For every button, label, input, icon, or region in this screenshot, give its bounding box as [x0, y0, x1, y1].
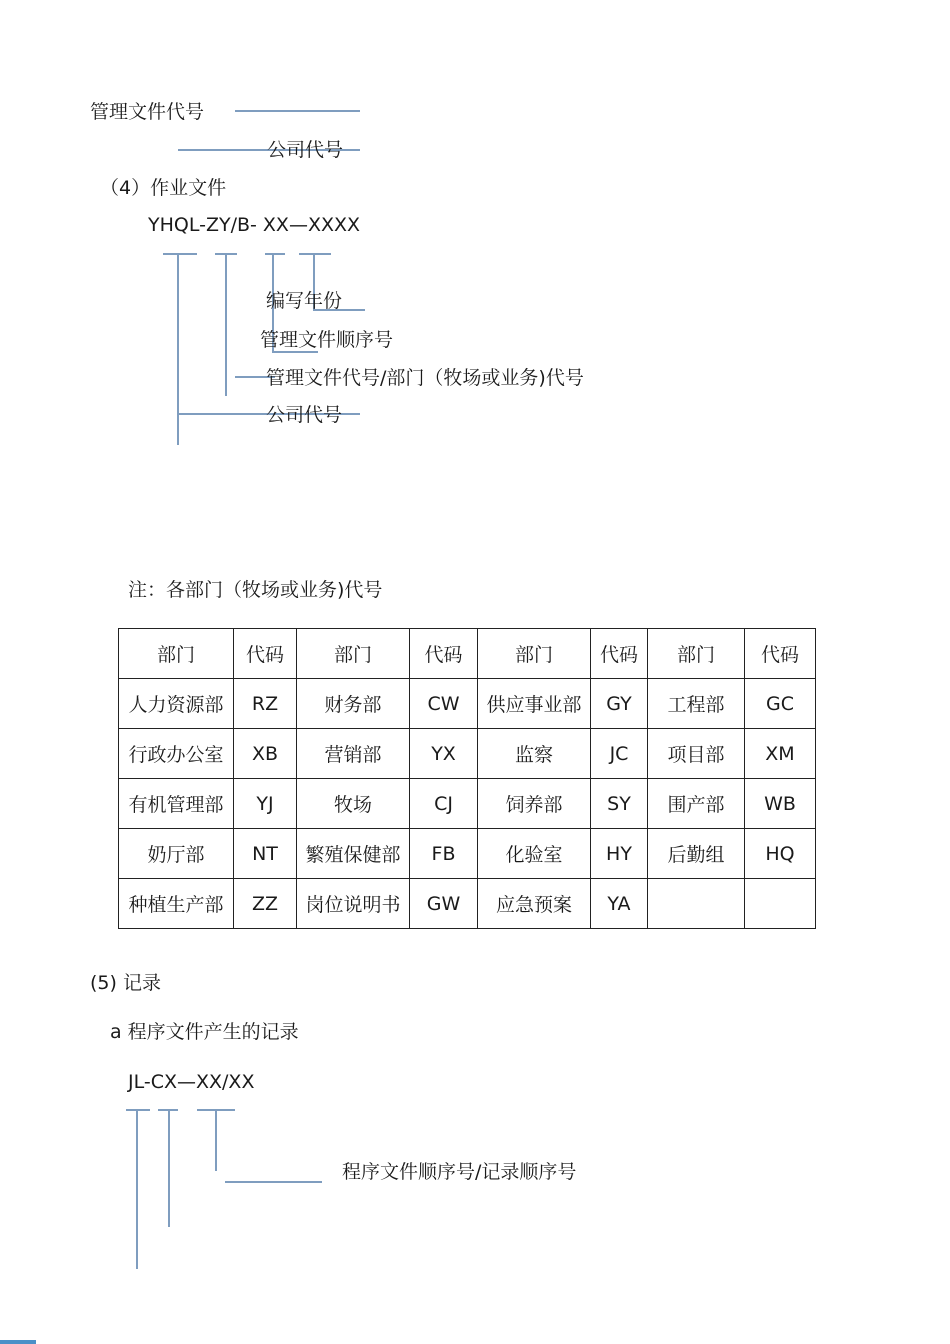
table-cell: YJ	[234, 779, 297, 829]
connector-line	[225, 253, 227, 396]
table-cell: 有机管理部	[119, 779, 234, 829]
label-sequence: 管理文件顺序号	[260, 329, 394, 351]
table-cell: ZZ	[234, 879, 297, 929]
table-cell: YA	[591, 879, 648, 929]
table-row	[119, 779, 816, 829]
table-cell	[745, 879, 816, 929]
table-cell: XM	[745, 729, 816, 779]
table-row	[119, 679, 816, 729]
header-cell: 代码	[410, 629, 478, 679]
header-cell: 代码	[234, 629, 297, 679]
table-cell: 化验室	[478, 829, 591, 879]
table-cell: 监察	[478, 729, 591, 779]
header-cell: 代码	[591, 629, 648, 679]
table-cell: 围产部	[648, 779, 745, 829]
table-cell: HY	[591, 829, 648, 879]
table-cell: 营销部	[297, 729, 410, 779]
connector-line	[225, 1181, 322, 1183]
table-row	[119, 879, 816, 929]
table-cell: CJ	[410, 779, 478, 829]
table-cell: 应急预案	[478, 879, 591, 929]
table-row	[119, 829, 816, 879]
section-5-heading: (5) 记录	[90, 972, 161, 994]
connector-line	[163, 253, 197, 255]
connector-line	[136, 1109, 138, 1269]
connector-line	[272, 351, 318, 353]
table-cell: 项目部	[648, 729, 745, 779]
table-cell: SY	[591, 779, 648, 829]
header-cell: 部门	[119, 629, 234, 679]
table-cell	[648, 879, 745, 929]
connector-line	[177, 253, 179, 445]
connector-line	[215, 1109, 217, 1171]
record-code: JL-CX—XX/XX	[128, 1071, 255, 1093]
mgmt-file-code-label: 管理文件代号	[90, 101, 205, 123]
table-cell: 繁殖保健部	[297, 829, 410, 879]
table-cell: 财务部	[297, 679, 410, 729]
table-cell: GW	[410, 879, 478, 929]
table-cell: 行政办公室	[119, 729, 234, 779]
label-company: 公司代号	[266, 404, 343, 426]
table-cell: RZ	[234, 679, 297, 729]
label-mgmt-dept: 管理文件代号/部门（牧场或业务)代号	[266, 367, 584, 389]
table-cell: 工程部	[648, 679, 745, 729]
table-cell: XB	[234, 729, 297, 779]
header-cell: 部门	[478, 629, 591, 679]
table-cell: 种植生产部	[119, 879, 234, 929]
dept-code-table	[118, 628, 816, 929]
header-cell: 部门	[648, 629, 745, 679]
table-cell: 后勤组	[648, 829, 745, 879]
table-cell: CW	[410, 679, 478, 729]
table-cell: GC	[745, 679, 816, 729]
table-cell: 岗位说明书	[297, 879, 410, 929]
company-code-label: 公司代号	[267, 139, 344, 161]
dept-code-note: 注：各部门（牧场或业务)代号	[128, 579, 383, 601]
page-corner-mark	[0, 1340, 36, 1344]
table-header-row	[119, 629, 816, 679]
work-file-code: YHQL-ZY/B- XX—XXXX	[148, 214, 361, 236]
table-cell: 供应事业部	[478, 679, 591, 729]
record-subheading-a: a 程序文件产生的记录	[110, 1021, 299, 1043]
table-cell: YX	[410, 729, 478, 779]
table-cell: 人力资源部	[119, 679, 234, 729]
table-row	[119, 729, 816, 779]
table-cell: 饲养部	[478, 779, 591, 829]
connector-line	[168, 1109, 170, 1227]
connector-line	[299, 253, 331, 255]
label-year: 编写年份	[266, 290, 343, 312]
section-4-heading: （4）作业文件	[100, 177, 227, 199]
connector-line	[126, 1109, 150, 1111]
table-cell: GY	[591, 679, 648, 729]
label-record-sequence: 程序文件顺序号/记录顺序号	[342, 1161, 577, 1183]
header-cell: 代码	[745, 629, 816, 679]
table-cell: FB	[410, 829, 478, 879]
header-cell: 部门	[297, 629, 410, 679]
connector-line	[265, 253, 285, 255]
table-cell: NT	[234, 829, 297, 879]
connector-line	[235, 110, 360, 112]
table-cell: JC	[591, 729, 648, 779]
table-cell: WB	[745, 779, 816, 829]
table-cell: 奶厅部	[119, 829, 234, 879]
table-cell: HQ	[745, 829, 816, 879]
table-cell: 牧场	[297, 779, 410, 829]
